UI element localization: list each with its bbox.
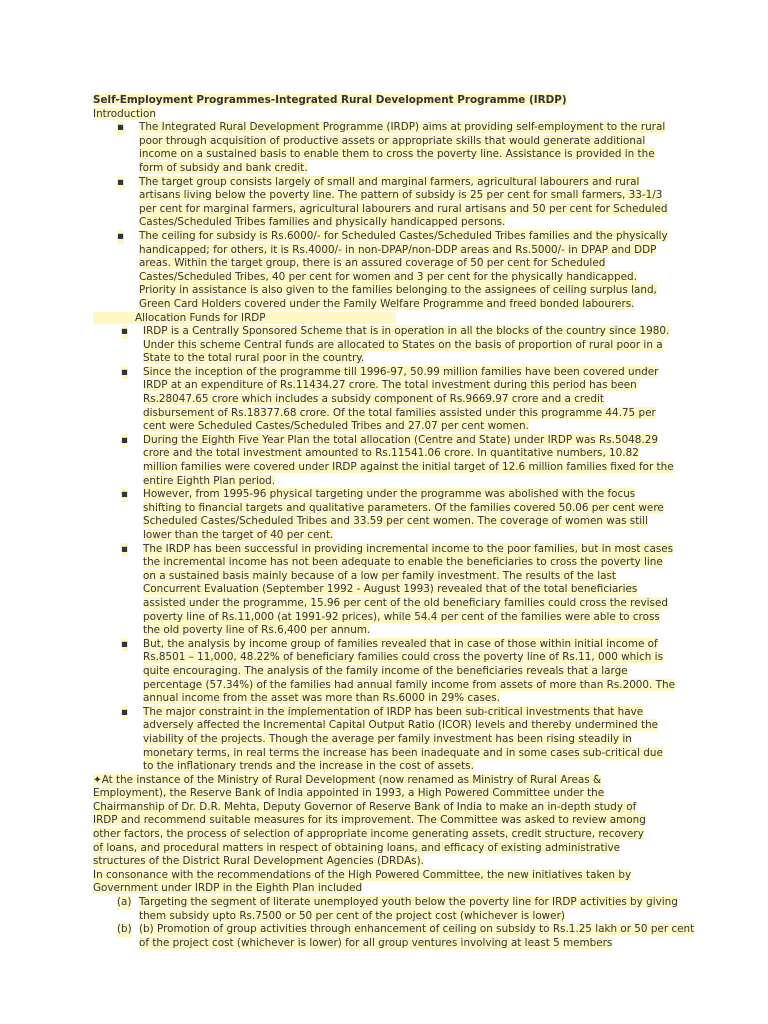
committee-paragraph bbox=[93, 774, 653, 869]
list-item-text: The ceiling for subsidy is Rs.6000/- for Scheduled Castes/Scheduled Tribes families and the physically handicapped; for others, it is Rs.4000/- in non-DPAP/non-DDP areas and Rs.5000/- in DPAP and DDP areas. Within the target group, there is an assured coverage of 50 per cent for Scheduled Castes/Scheduled Tribes, 40 per cent for women and 3 per cent for the physically handicapped. Priority in assistance is also given to the families belonging to the assignees of ceiling surplus land, Green Card Holders covered under the Family Welfare Programme and freed bonded labourers. bbox=[139, 229, 668, 310]
initiative-item bbox=[117, 923, 699, 950]
consonance-paragraph-text: In consonance with the recommendations of the High Powered Committee, the new initiatives taken by Government under IRDP in the Eighth Plan included bbox=[93, 868, 632, 895]
list-item bbox=[121, 325, 676, 366]
bullet-icon: ▪ bbox=[121, 365, 129, 378]
list-item-text: Since the inception of the programme till 1996-97, 50.99 million families have been covered under IRDP at an expenditure of Rs.11434.27 crore. The total investment during this period has been Rs.28047.65 crore which includes a subsidy component of Rs.9669.97 crore and a credit disbursement of Rs.18377.68 crore. Of the total families assisted under this programme 44.75 per cent were Scheduled Castes/Scheduled Tribes and 27.07 per cent women. bbox=[143, 365, 659, 433]
list-item-text: IRDP is a Centrally Sponsored Scheme that is in operation in all the blocks of the country since 1980. Under this scheme Central funds are allocated to States on the basis of proportion of rural poor in a State to the total rural poor in the country. bbox=[143, 325, 670, 365]
initiative-text: (b) Promotion of group activities through enhancement of ceiling on subsidy to Rs.1.25 lakh or 50 per cent of the project cost (whichever is lower) for all group ventures involving at least 5 members bbox=[139, 923, 695, 949]
list-item bbox=[121, 705, 676, 774]
bullet-icon: ▪ bbox=[117, 229, 125, 242]
consonance-paragraph bbox=[93, 869, 653, 896]
committee-paragraph-text: ✦At the instance of the Ministry of Rural Development (now renamed as Ministry of Rural Areas & Employment), the Reserve Bank of India appointed in 1993, a High Powered Committee under the Chairmanship of Dr. D.R. Mehta, Deputy Governor of Reserve Bank of India to make an in-depth study of IRDP and recommend suitable measures for its improvement. The Committee was asked to review among other factors, the process of selection of appropriate income generating assets, credit structure, recovery of loans, and procedural matters in respect of obtaining loans, and efficacy of existing administrative structures of the District Rural Development Agencies (DRDAs). bbox=[93, 773, 646, 868]
list-item-text: The major constraint in the implementation of IRDP has been sub-critical investments that have adversely affected the Incremental Capital Output Ratio (ICOR) levels and thereby undermined the viability of the projects. Though the average per family investment has been rising steadily in monetary terms, in real terms the increase has been inadequate and in some cases sub-critical due to the inflationary trends and the increase in the cost of assets. bbox=[143, 705, 663, 773]
list-item-text: However, from 1995-96 physical targeting under the programme was abolished with the focus shifting to financial targets and qualitative parameters. Of the families covered 50.06 per cent were Scheduled Castes/Scheduled Tribes and 33.59 per cent women. The coverage of women was still lower than the target of 40 per cent. bbox=[143, 488, 664, 541]
bullet-icon: ▪ bbox=[117, 121, 125, 134]
bullet-icon: ▪ bbox=[117, 175, 125, 188]
document-title bbox=[93, 94, 683, 108]
list-item-text: The Integrated Rural Development Programme (IRDP) aims at providing self-employment to the rural poor through acquisition of productive assets or appropriate skills that would generate additional income on a sustained basis to enable them to cross the poverty line. Assistance is provided in the form of subsidy and bank credit. bbox=[139, 121, 666, 174]
list-item bbox=[121, 637, 676, 706]
list-item bbox=[121, 433, 676, 488]
allocation-heading-text: Allocation Funds for IRDP bbox=[93, 312, 396, 324]
bullet-icon: ▪ bbox=[121, 433, 129, 446]
list-item-text: The IRDP has been successful in providing incremental income to the poor families, but in most cases the incremental income has not been adequate to enable the beneficiaries to cross the poverty line on a sustained basis mainly because of a low per family investment. The results of the last Concurrent Evaluation (September 1992 - August 1993) revealed that of the total beneficiaries assisted under the programme, 15.96 per cent of the old beneficiary families could cross the revised poverty line of Rs.11,000 (at 1991-92 prices), while 54.4 per cent of the families were able to cross the old poverty line of Rs.6,400 per annum. bbox=[143, 542, 674, 637]
bullet-icon: ▪ bbox=[121, 325, 129, 338]
bullet-icon: ▪ bbox=[121, 705, 129, 718]
list-item bbox=[117, 229, 676, 312]
bullet-icon: ▪ bbox=[121, 542, 129, 555]
title-text: Self-Employment Programmes-Integrated Rural Development Programme (IRDP) bbox=[93, 94, 567, 106]
document-content bbox=[93, 94, 695, 950]
list-item-text: The target group consists largely of small and marginal farmers, agricultural labourers and rural artisans living below the poverty line. The pattern of subsidy is 25 per cent for small farmers, 33-1/3 per cent for marginal farmers, agricultural labourers and rural artisans and 50 per cent for Scheduled Castes/Scheduled Tribes families and physically handicapped persons. bbox=[139, 175, 668, 229]
allocation-heading bbox=[93, 312, 683, 326]
intro-heading bbox=[93, 108, 683, 122]
list-item-text: But, the analysis by income group of families revealed that in case of those within initial income of Rs.8501 – 11,000, 48.22% of beneficiary families could cross the poverty line of Rs.11, 000 which is quite encouraging. The analysis of the family income of the beneficiaries reveals that a large percentage (57.34%) of the families had annual family income from assets of more than Rs.2000. The annual income from the asset was more than Rs.6000 in 29% cases. bbox=[143, 637, 675, 705]
intro-heading-text: Introduction bbox=[93, 107, 156, 120]
bullet-icon: ▪ bbox=[121, 488, 129, 501]
initiative-number: (b) bbox=[117, 923, 132, 936]
list-item bbox=[121, 365, 676, 434]
list-item bbox=[117, 121, 676, 175]
initiative-item bbox=[117, 896, 699, 923]
list-item bbox=[121, 488, 676, 542]
list-item bbox=[121, 542, 676, 638]
list-item bbox=[117, 175, 676, 230]
bullet-icon: ▪ bbox=[121, 637, 129, 650]
initiative-number: (a) bbox=[117, 896, 132, 909]
initiative-text: Targeting the segment of literate unemployed youth below the poverty line for IRDP activities by giving them subsidy upto Rs.7500 or 50 per cent of the project cost (whichever is lower) bbox=[139, 896, 678, 922]
list-item-text: During the Eighth Five Year Plan the total allocation (Centre and State) under IRDP was Rs.5048.29 crore and the total investment amounted to Rs.11541.06 crore. In quantitative numbers, 10.82 million families were covered under IRDP against the initial target of 12.6 million families fixed for the entire Eighth Plan period. bbox=[143, 433, 674, 487]
